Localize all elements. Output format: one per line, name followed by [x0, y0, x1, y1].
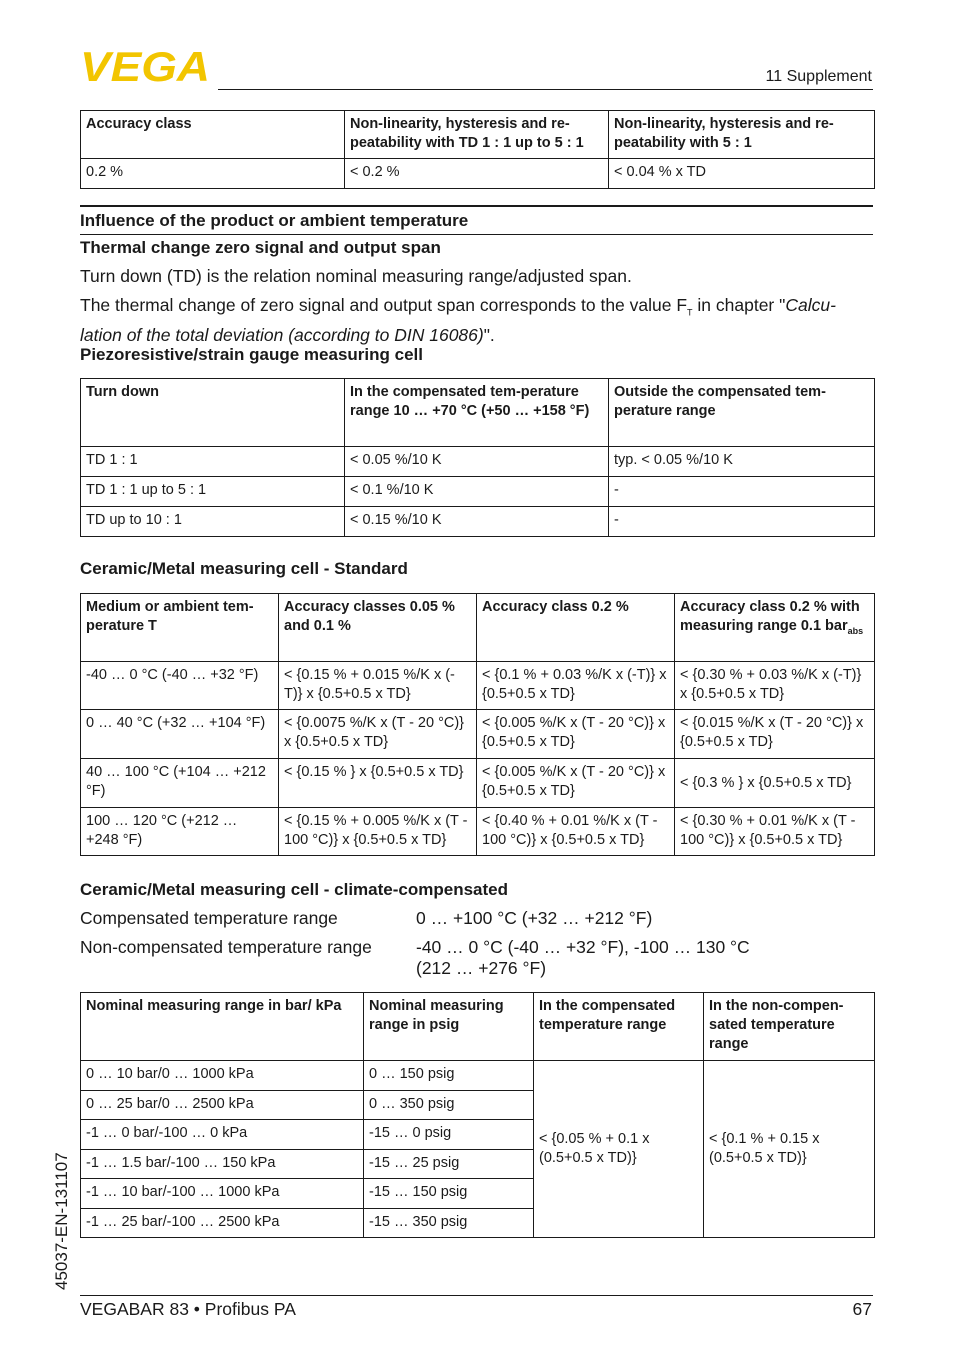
header-cell: Accuracy class	[81, 111, 345, 159]
header-cell	[675, 594, 875, 662]
table-cell: -15 … 350 psig	[364, 1209, 534, 1238]
table-cell: < 0.15 %/10 K	[345, 507, 609, 537]
thermal-text-1: The thermal change of zero signal and output span corresponds to the value F	[80, 295, 688, 315]
table-row	[81, 507, 875, 537]
header-cell: Accuracy classes 0.05 % and 0.1 %	[279, 594, 477, 662]
footer-rule	[80, 1295, 873, 1296]
noncompensated-range-value: -40 … 0 °C (-40 … +32 °F), -100 … 130 °C (212 … +276 °F)	[416, 937, 750, 978]
header-cell: Accuracy class 0.2 %	[477, 594, 675, 662]
section-heading-thermal: Thermal change zero signal and output span	[80, 238, 441, 257]
header-cell: In the non-compen-sated temperature range	[704, 993, 875, 1061]
footer-product: VEGABAR 83 • Profibus PA	[80, 1299, 296, 1319]
table-cell: < 0.1 %/10 K	[345, 477, 609, 507]
table-row	[81, 759, 875, 808]
table-cell: 0 … 350 psig	[364, 1091, 534, 1120]
table-cell: -1 … 10 bar/-100 … 1000 kPa	[81, 1179, 364, 1209]
table-cell: < {0.005 %/K x (T - 20 °C)} x {0.5+0.5 x TD}	[477, 710, 675, 759]
logo-text: VEGA	[80, 50, 210, 84]
piezo-table	[80, 378, 875, 537]
section-rule-bottom	[80, 234, 873, 235]
header-text: Accuracy class 0.2 % with measuring range 0.1 bar	[680, 599, 860, 634]
paragraph-thermal	[80, 294, 870, 346]
header-cell: Turn down	[81, 379, 345, 447]
table-cell: 0 … 25 bar/0 … 2500 kPa	[81, 1091, 364, 1120]
thermal-text-2: in chapter "	[692, 295, 786, 315]
table-cell: 0 … 10 bar/0 … 1000 kPa	[81, 1061, 364, 1091]
table-row	[81, 159, 875, 189]
table-cell: -	[609, 507, 875, 537]
table-cell: < {0.1 % + 0.03 %/K x (-T)} x {0.5+0.5 x TD}	[477, 662, 675, 710]
table-cell: typ. < 0.05 %/10 K	[609, 447, 875, 477]
table-cell: -40 … 0 °C (-40 … +32 °F)	[81, 662, 279, 710]
paragraph-turndown: Turn down (TD) is the relation nominal measuring range/adjusted span.	[80, 266, 632, 286]
table-cell: 0 … 40 °C (+32 … +104 °F)	[81, 710, 279, 759]
table-cell: < {0.005 %/K x (T - 20 °C)} x {0.5+0.5 x TD}	[477, 759, 675, 808]
table-row	[81, 710, 875, 759]
page-number: 67	[852, 1299, 872, 1319]
table-cell: -1 … 25 bar/-100 … 2500 kPa	[81, 1209, 364, 1238]
header-cell: Non-linearity, hysteresis and re-peatability with 5 : 1	[609, 111, 875, 159]
table-cell: TD 1 : 1 up to 5 : 1	[81, 477, 345, 507]
table-row	[81, 1061, 875, 1091]
table-cell: < 0.04 % x TD	[609, 159, 875, 189]
table-cell: -	[609, 477, 875, 507]
section-heading-piezo: Piezoresistive/strain gauge measuring cell	[80, 345, 423, 364]
header-rule	[218, 89, 873, 90]
table-cell: -1 … 1.5 bar/-100 … 150 kPa	[81, 1150, 364, 1179]
ceramic-standard-table	[80, 593, 875, 856]
table-cell: < {0.15 % } x {0.5+0.5 x TD}	[279, 759, 477, 808]
table-cell: -15 … 25 psig	[364, 1150, 534, 1179]
section-heading-influence: Influence of the product or ambient temperature	[80, 211, 469, 230]
table-row	[81, 477, 875, 507]
section-heading-climate: Ceramic/Metal measuring cell - climate-compensated	[80, 880, 508, 899]
section-heading-ceramic-standard: Ceramic/Metal measuring cell - Standard	[80, 559, 408, 578]
table-cell: 0.2 %	[81, 159, 345, 189]
noncompensated-range-label: Non-compensated temperature range	[80, 937, 372, 957]
vega-logo	[80, 50, 212, 84]
header-cell: Medium or ambient tem-perature T	[81, 594, 279, 662]
table-cell: -1 … 0 bar/-100 … 0 kPa	[81, 1120, 364, 1150]
table-row	[81, 662, 875, 710]
table-cell: < {0.15 % + 0.015 %/K x (-T)} x {0.5+0.5 x TD}	[279, 662, 477, 710]
noncompensated-deviation-cell: < {0.1 % + 0.15 x (0.5+0.5 x TD)}	[704, 1061, 875, 1238]
header-cell: In the compensated tem-perature range 10 … +70 °C (+50 … +158 °F)	[345, 379, 609, 447]
table-cell: -15 … 150 psig	[364, 1179, 534, 1209]
thermal-text-3: ".	[483, 324, 495, 345]
table-cell: < 0.05 %/10 K	[345, 447, 609, 477]
table-row	[81, 447, 875, 477]
climate-table	[80, 992, 875, 1238]
section-label: 11 Supplement	[765, 68, 872, 85]
table-cell: < {0.40 % + 0.01 %/K x (T - 100 °C)} x {0.5+0.5 x TD}	[477, 808, 675, 856]
table-cell: 40 … 100 °C (+104 … +212 °F)	[81, 759, 279, 808]
table-header-row	[81, 379, 875, 447]
table-cell: < {0.15 % + 0.005 %/K x (T - 100 °C)} x {0.5+0.5 x TD}	[279, 808, 477, 856]
table-cell: TD 1 : 1	[81, 447, 345, 477]
table-cell: < {0.3 % } x {0.5+0.5 x TD}	[675, 759, 875, 808]
table-header-row	[81, 594, 875, 662]
header-subscript: abs	[847, 625, 864, 636]
table-cell: < {0.015 %/K x (T - 20 °C)} x {0.5+0.5 x TD}	[675, 710, 875, 759]
section-rule-top	[80, 205, 873, 207]
table-cell: < {0.30 % + 0.03 %/K x (-T)} x {0.5+0.5 x TD}	[675, 662, 875, 710]
chapter-reference: Calcu-lation of the total deviation (according to DIN 16086)	[80, 295, 836, 345]
table-cell: < 0.2 %	[345, 159, 609, 189]
compensated-range-value: 0 … +100 °C (+32 … +212 °F)	[416, 908, 653, 928]
header-cell: Non-linearity, hysteresis and re-peatability with TD 1 : 1 up to 5 : 1	[345, 111, 609, 159]
table-cell: TD up to 10 : 1	[81, 507, 345, 537]
accuracy-table	[80, 110, 875, 189]
header-cell: Outside the compensated tem-perature range	[609, 379, 875, 447]
document-number: 45037-EN-131107	[52, 1152, 71, 1290]
table-cell: < {0.30 % + 0.01 %/K x (T - 100 °C)} x {0.5+0.5 x TD}	[675, 808, 875, 856]
table-header-row	[81, 111, 875, 159]
table-cell: 0 … 150 psig	[364, 1061, 534, 1091]
compensated-deviation-cell: < {0.05 % + 0.1 x (0.5+0.5 x TD)}	[534, 1061, 704, 1238]
table-cell: < {0.0075 %/K x (T - 20 °C)} x {0.5+0.5 x TD}	[279, 710, 477, 759]
header-cell: In the compensated temperature range	[534, 993, 704, 1061]
table-cell: 100 … 120 °C (+212 … +248 °F)	[81, 808, 279, 856]
table-cell: -15 … 0 psig	[364, 1120, 534, 1150]
header-cell: Nominal measuring range in bar/ kPa	[81, 993, 364, 1061]
table-header-row	[81, 993, 875, 1061]
thermal-subscript: T	[687, 307, 693, 318]
table-row	[81, 808, 875, 856]
header-cell: Nominal measuring range in psig	[364, 993, 534, 1061]
compensated-range-label: Compensated temperature range	[80, 908, 338, 928]
